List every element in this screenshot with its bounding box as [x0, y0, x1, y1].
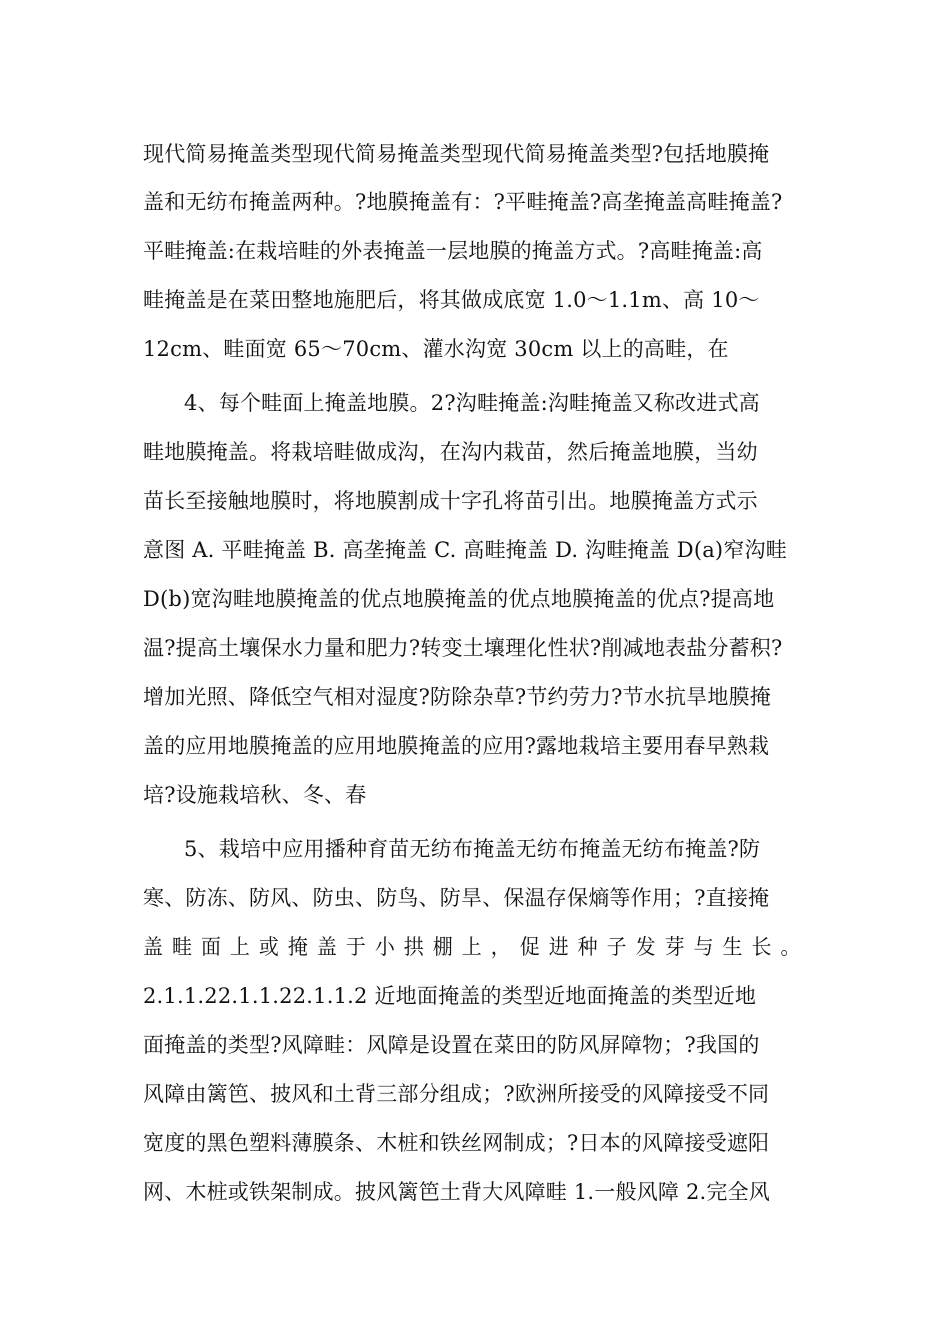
text-line: 2.1.1.22.1.1.22.1.1.2 近地面掩盖的类型近地面掩盖的类型近地 [143, 984, 757, 1008]
text-line: 12cm、畦面宽 65～70cm、灌水沟宽 30cm 以上的高畦，在 [143, 337, 729, 361]
text-line: 5、栽培中应用播种育苗无纺布掩盖无纺布掩盖无纺布掩盖?防 [184, 837, 761, 861]
text-line: 畦地膜掩盖。将栽培畦做成沟，在沟内栽苗，然后掩盖地膜，当幼 [143, 440, 758, 464]
text-line: 意图 A. 平畦掩盖 B. 高垄掩盖 C. 高畦掩盖 D. 沟畦掩盖 D(a)窄沟畦 [143, 538, 787, 562]
text-line: 风障由篱笆、披风和土背三部分组成；?欧洲所接受的风障接受不同 [143, 1082, 770, 1106]
text-line: 温?提高土壤保水力量和肥力?转变土壤理化性状?削减地表盐分蓄积? [143, 636, 783, 660]
text-line: D(b)宽沟畦地膜掩盖的优点地膜掩盖的优点地膜掩盖的优点?提高地 [143, 587, 775, 611]
text-line: 平畦掩盖:在栽培畦的外表掩盖一层地膜的掩盖方式。?高畦掩盖:高 [143, 239, 763, 263]
text-line: 寒、防冻、防风、防虫、防鸟、防旱、保温存保熵等作用；?直接掩 [143, 886, 770, 910]
text-line: 增加光照、降低空气相对湿度?防除杂草?节约劳力?节水抗旱地膜掩 [143, 685, 771, 709]
text-line: 盖和无纺布掩盖两种。?地膜掩盖有：?平畦掩盖?高垄掩盖高畦掩盖? [143, 190, 783, 214]
text-line: 苗长至接触地膜时，将地膜割成十字孔将苗引出。地膜掩盖方式示 [143, 489, 758, 513]
text-line: 畦掩盖是在菜田整地施肥后，将其做成底宽 1.0～1.1m、高 10～ [143, 288, 760, 312]
text-line: 4、每个畦面上掩盖地膜。2?沟畦掩盖:沟畦掩盖又称改进式高 [184, 391, 760, 415]
text-line: 盖的应用地膜掩盖的应用地膜掩盖的应用?露地栽培主要用春早熟栽 [143, 734, 770, 758]
text-line: 盖畦面上或掩盖于小拱棚上，促进种子发芽与生长。 [143, 935, 810, 959]
text-line: 宽度的黑色塑料薄膜条、木桩和铁丝网制成；?日本的风障接受遮阳 [143, 1131, 770, 1155]
text-line: 培?设施栽培秋、冬、春 [143, 783, 367, 807]
text-line: 现代简易掩盖类型现代简易掩盖类型现代简易掩盖类型?包括地膜掩 [143, 142, 770, 166]
text-line: 网、木桩或铁架制成。披风篱笆土背大风障畦 1.一般风障 2.完全风 [143, 1180, 771, 1204]
text-line: 面掩盖的类型?风障畦：风障是设置在菜田的防风屏障物；?我国的 [143, 1033, 760, 1057]
